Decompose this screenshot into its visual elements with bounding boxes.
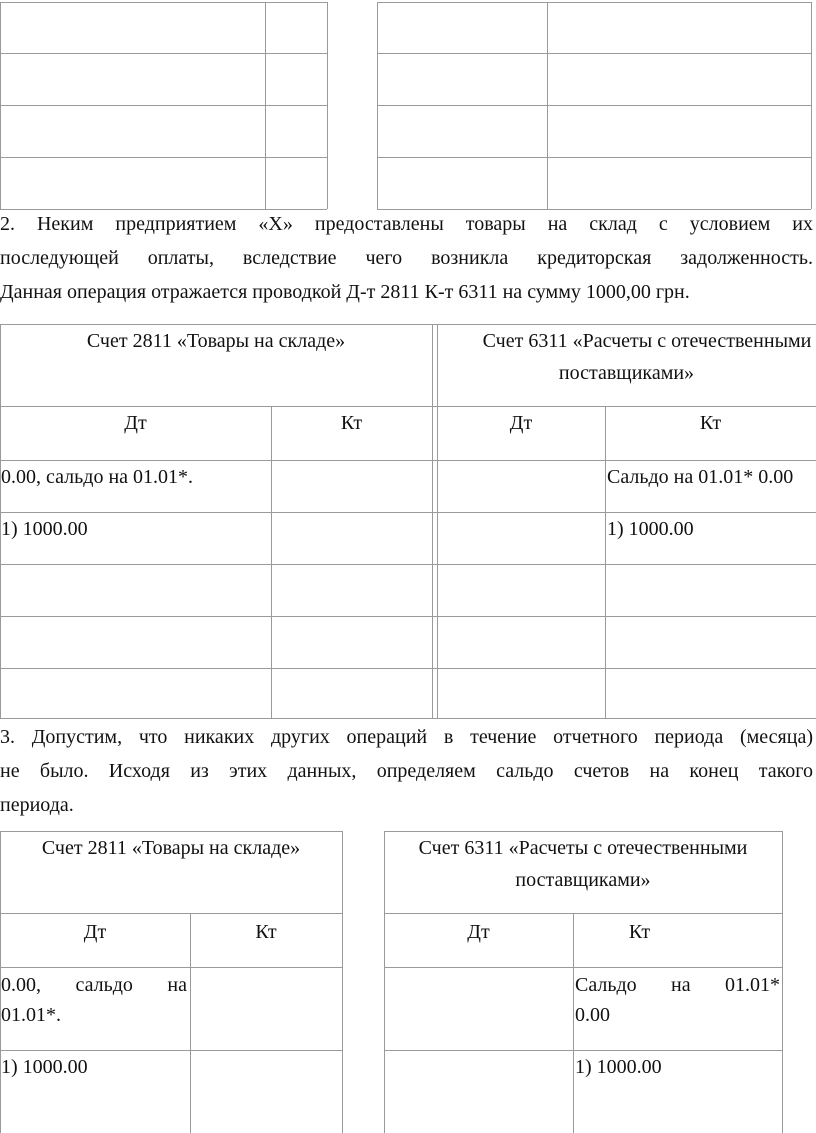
paragraph-2 <box>0 207 813 309</box>
paragraph-3 <box>0 720 813 822</box>
opening-balance-debit-line1: 0.00, сальдо на <box>1 974 187 996</box>
credit-column-header: Кт <box>340 412 363 434</box>
opening-balance-debit-line2: 01.01*. <box>1 1004 61 1026</box>
paragraph-2-line: 2. Неким предприятием «Х» предоставлены товары на склад с условием их <box>0 213 813 235</box>
account-6311-header-line1: Счет 6311 «Расчеты с отечественными <box>418 837 748 859</box>
opening-balance-debit: 0.00, сальдо на 01.01*. <box>1 466 194 488</box>
account-6311-header-line1: Счет 6311 «Расчеты с отечественными <box>482 330 812 352</box>
opening-balance-credit: Сальдо на 01.01* 0.00 <box>607 466 794 488</box>
opening-balance-credit-line1: Сальдо на 01.01* <box>575 974 780 996</box>
debit-column-header: Дт <box>509 412 533 434</box>
debit-column-header: Дт <box>124 412 147 434</box>
entry-1-debit: 1) 1000.00 <box>1 518 88 540</box>
account-6311-header-line2: поставщиками» <box>558 362 695 384</box>
account-2811-header: Счет 2811 «Товары на складе» <box>41 837 301 859</box>
credit-column-header: Кт <box>699 412 722 434</box>
paragraph-3-line: 3. Допустим, что никаких других операций в течение отчетного периода (месяца) <box>0 726 813 748</box>
paragraph-2-line: Данная операция отражается проводкой Д-т 2811 К-т 6311 на сумму 1000,00 грн. <box>0 281 690 303</box>
account-2811-header: Счет 2811 «Товары на складе» <box>86 330 346 352</box>
paragraph-2-line: последующей оплаты, вследствие чего возникла кредиторская задолженность. <box>0 247 813 269</box>
opening-balance-credit-line2: 0.00 <box>575 1004 610 1026</box>
debit-column-header: Дт <box>467 921 490 943</box>
entry-1-credit: 1) 1000.00 <box>607 518 694 540</box>
credit-column-header: Кт <box>255 921 277 943</box>
account-6311-header-line2: поставщиками» <box>515 869 651 891</box>
debit-column-header: Дт <box>83 921 107 943</box>
paragraph-3-line: периода. <box>0 794 74 816</box>
credit-column-header: Кт <box>628 921 651 943</box>
entry-1-credit: 1) 1000.00 <box>575 1056 662 1078</box>
paragraph-3-line: не было. Исходя из этих данных, определяем сальдо счетов на конец такого <box>0 760 813 782</box>
entry-1-debit: 1) 1000.00 <box>1 1056 88 1078</box>
